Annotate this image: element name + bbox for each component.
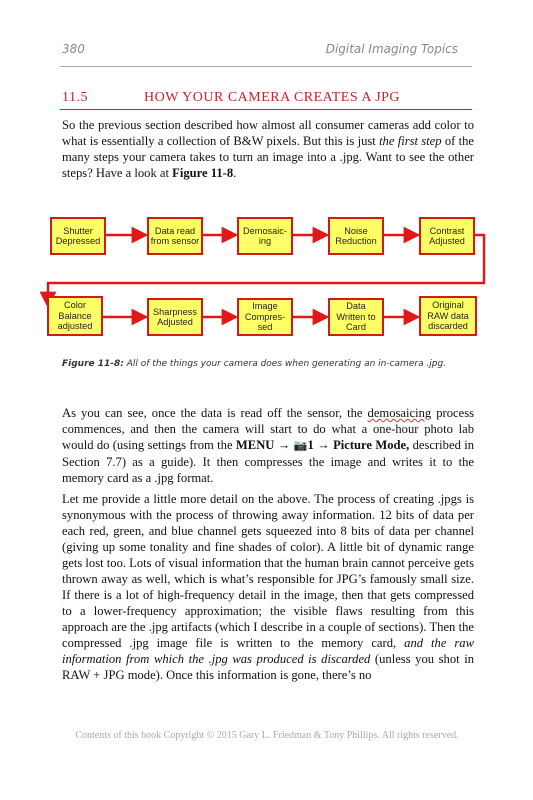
para2-text-2: process commences, and then the camera will start to do what a one-hour photo lab would do (using settings from the — [62, 406, 474, 452]
flow-step-color-balance: Color Balance adjusted — [47, 296, 103, 336]
copyright-footer: Contents of this book Copyright © 2015 Gary L. Friedman & Tony Phillips. All rights reserved. — [75, 730, 459, 741]
process-flow-diagram — [38, 210, 500, 350]
figure-caption — [62, 359, 492, 369]
flow-step-demosaicing: Demosaic-ing — [237, 217, 293, 255]
caption-label: Figure 11-8: — [62, 359, 124, 369]
para2-text-3: described in Section 7.7) as a guide). It then compresses the image and writes it to the memory card as a .jpg format. — [62, 438, 474, 485]
flow-step-contrast: Contrast Adjusted — [419, 217, 475, 255]
menu-path-1: MENU → — [235, 438, 294, 452]
figure-reference[interactable]: Figure 11-8 — [172, 166, 234, 180]
intro-text-3: . — [233, 166, 237, 180]
para3-text-2: (unless you shot in RAW + JPG mode). Once this information is gone, there’s no — [62, 652, 474, 682]
para3-italic: and the raw information from which the .jpg was produced is discarded — [62, 636, 475, 666]
flow-step-shutter: Shutter Depressed — [50, 217, 106, 255]
header-divider — [60, 66, 472, 67]
section-divider — [60, 109, 472, 110]
section-heading — [62, 90, 482, 108]
flow-step-data-read: Data read from sensor — [147, 217, 203, 255]
caption-text: All of the things your camera does when generating an in-camera .jpg. — [123, 359, 447, 369]
camera-icon: 📷 — [293, 440, 308, 452]
section-title: HOW YOUR CAMERA CREATES A JPG — [144, 90, 401, 105]
page-number: 380 — [62, 42, 85, 56]
paragraph-3 — [62, 491, 474, 683]
running-header — [62, 42, 458, 62]
menu-path-2: 1 → Picture Mode, — [307, 438, 410, 452]
para3-text-1: Let me provide a little more detail on the above. The process of creating .jpgs is synonymous with the process of throwing away information. 12 bits of data per each red, green, and blue channel gets squeezed into 8 bits of data per channel (giving up some tonality and fine shades of color). A little bit of dynamic range gets lost too. Lots of visual information that the human brain cannot perceive gets thrown away as well, which is what’s responsible for JPG’s famously small size. If there is a lot of high-frequency detail in the image, then that gets compressed to a lower-frequency approximation; the visible flaws resulting from this approach are the .jpg artifacts (which I describe in a couple of sections). Then the compressed .jpg image file is written to the memory card, — [62, 492, 474, 650]
paragraph-2 — [62, 405, 474, 486]
section-number: 11.5 — [62, 90, 88, 105]
flow-step-write-card: Data Written to Card — [328, 298, 384, 336]
para2-text-1: As you can see, once the data is read off the sensor, the — [62, 406, 368, 420]
spellcheck-word: demosaicing — [367, 406, 432, 420]
intro-italic: the first step — [379, 134, 442, 148]
intro-text-2: of the many steps your camera takes to turn an image into a .jpg. Want to see the other steps? Have a look at — [62, 134, 474, 180]
flow-step-raw-discarded: Original RAW data discarded — [419, 296, 477, 336]
intro-paragraph — [62, 117, 474, 181]
flow-step-noise-reduction: Noise Reduction — [328, 217, 384, 255]
flow-step-compression: Image Compres-sed — [237, 298, 293, 336]
intro-text-1: So the previous section described how almost all consumer cameras add color to what is essentially a collection of B&W pixels. But this is just — [62, 118, 474, 148]
flow-step-sharpness: Sharpness Adjusted — [147, 298, 203, 336]
running-header-topic: Digital Imaging Topics — [325, 42, 458, 56]
